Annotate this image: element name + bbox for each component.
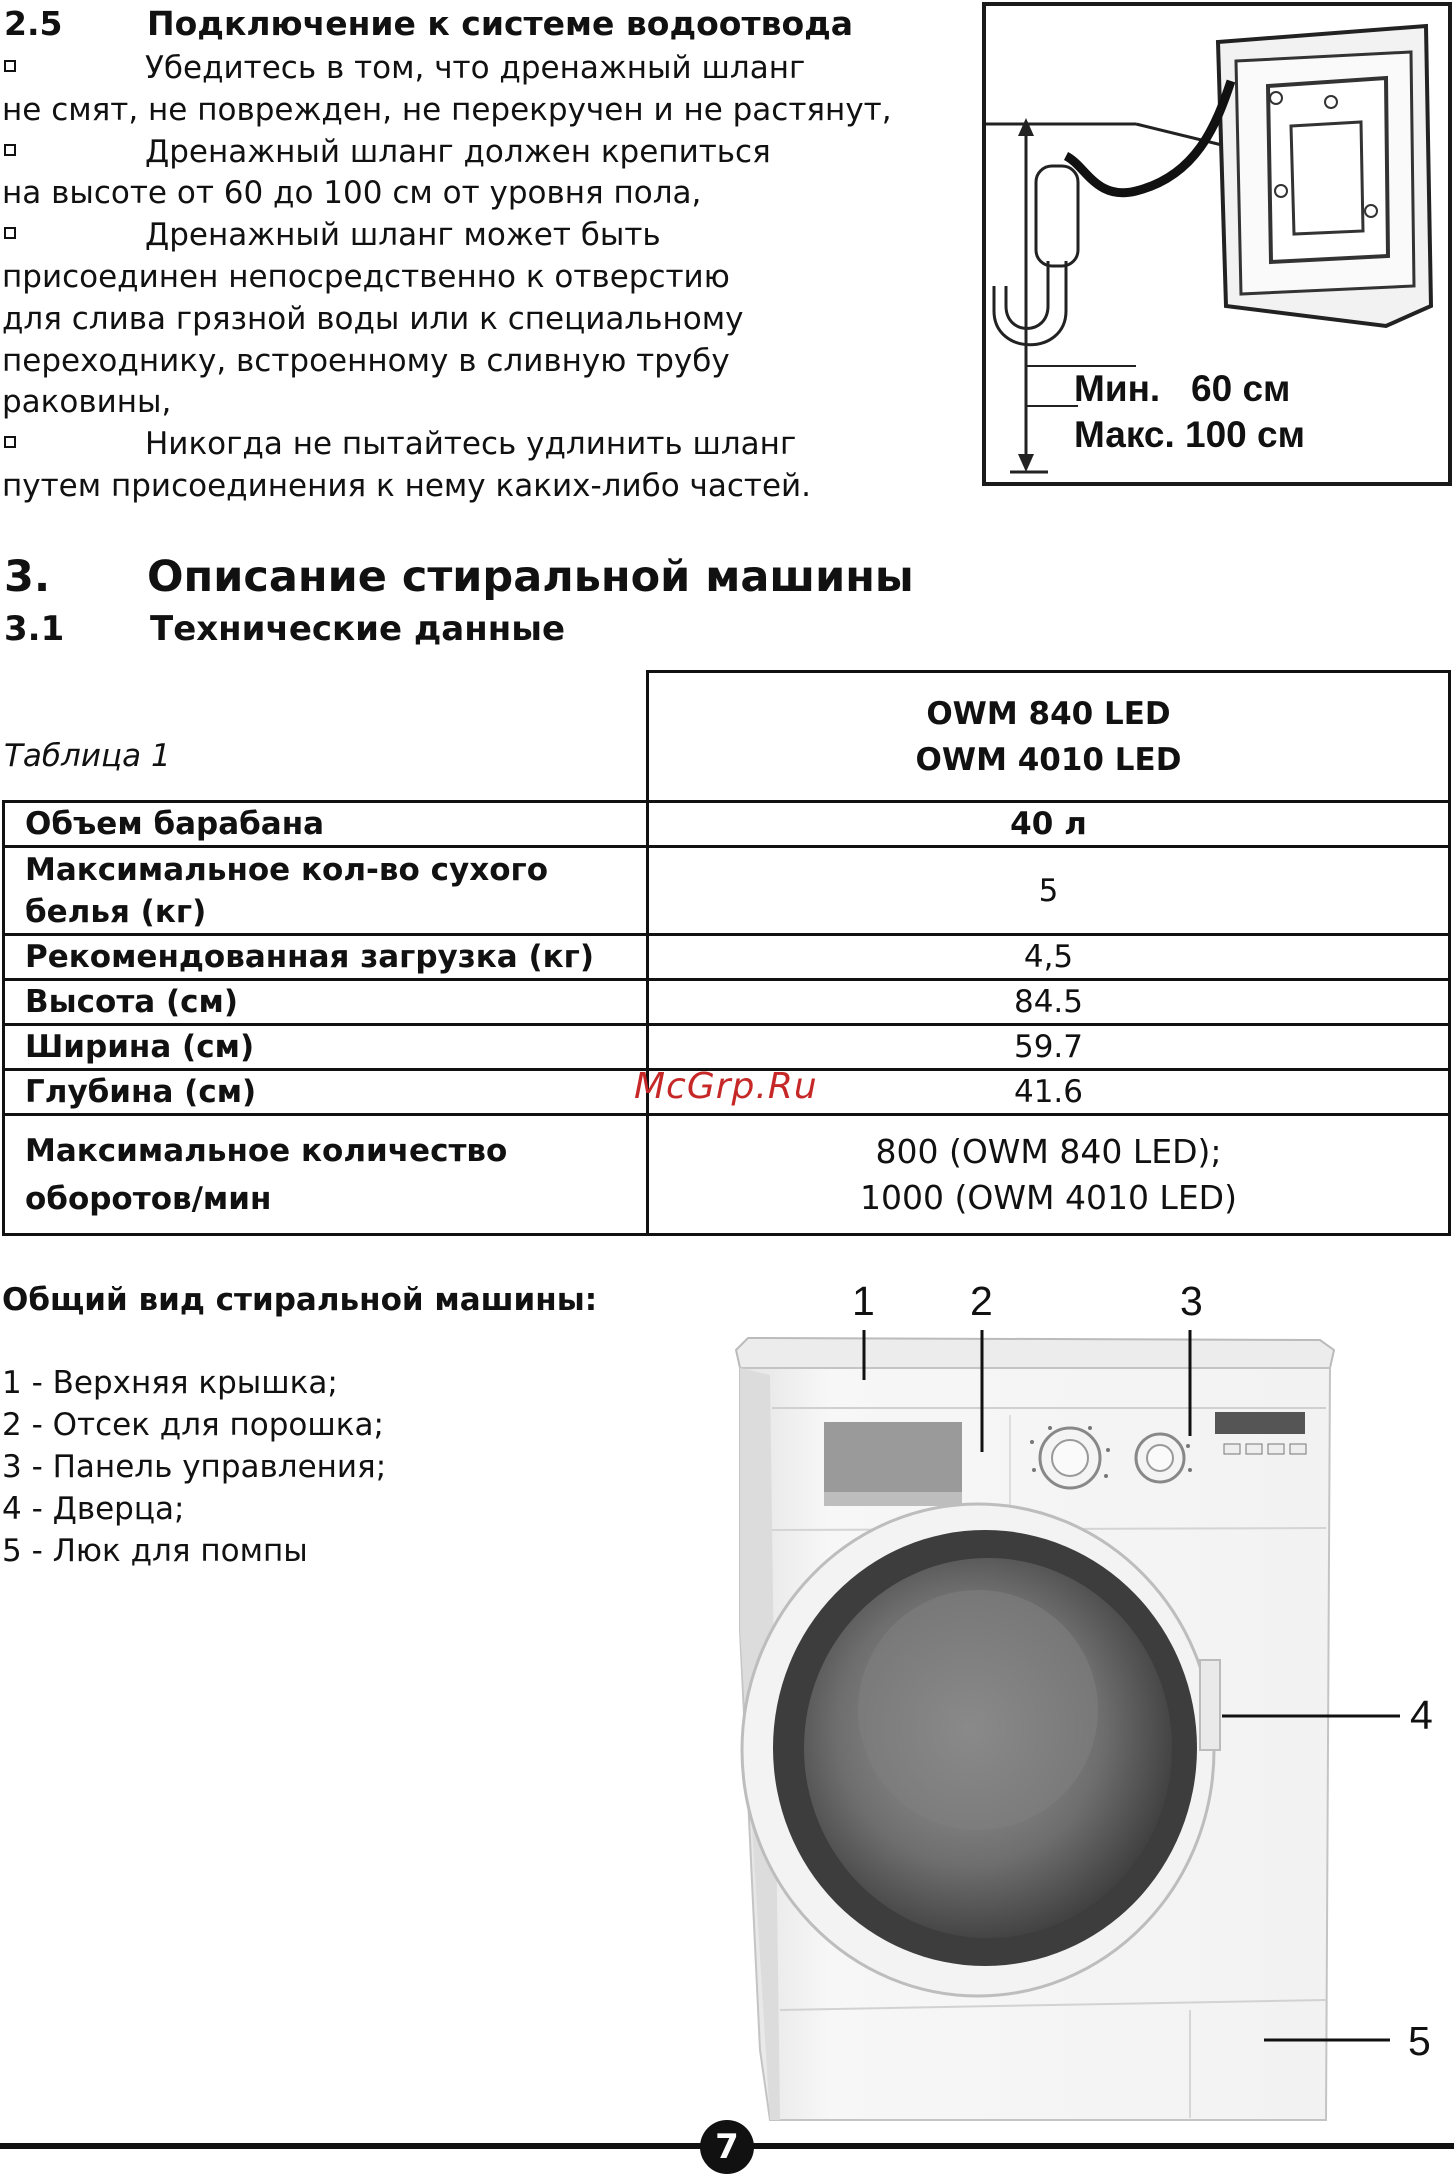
legend-item: 5 - Люк для помпы: [2, 1533, 308, 1569]
row-label: Максимальное кол-во сухого белья (кг): [4, 847, 648, 935]
table-row: [4, 802, 1450, 847]
specifications-table: [2, 670, 1451, 1236]
row-label: Ширина (см): [4, 1025, 648, 1070]
row-label: Рекомендованная загрузка (кг): [4, 935, 648, 980]
table-row: [4, 847, 1450, 935]
bullet-item: Убедитесь в том, что дренажный шланг: [2, 48, 932, 90]
row-value: 800 (OWM 840 LED); 1000 (OWM 4010 LED): [648, 1115, 1450, 1235]
square-bullet-icon: [4, 144, 16, 156]
table-row: [4, 980, 1450, 1025]
table-row: [4, 1115, 1450, 1235]
table-row: [4, 1025, 1450, 1070]
bullet-item: Дренажный шланг должен крепиться: [2, 132, 932, 174]
section-2-5-heading: [0, 4, 960, 44]
drain-hose-figure: [982, 2, 1452, 486]
table-header-row: [4, 672, 1450, 802]
row-value: 59.7: [648, 1025, 1450, 1070]
table-header-blank: [4, 672, 648, 802]
legend-item: 2 - Отсек для порошка;: [2, 1407, 384, 1443]
section-number: 3.: [4, 552, 51, 602]
callout-3: 3: [1180, 1278, 1203, 1324]
section-3-1-heading: [0, 608, 960, 650]
section-3-heading: [0, 552, 960, 602]
row-value: 4,5: [648, 935, 1450, 980]
parts-legend: [2, 1362, 386, 1572]
row-label: Максимальное количество оборотов/мин: [4, 1115, 648, 1235]
row-value: 41.6: [648, 1070, 1450, 1115]
bullet-item: Никогда не пытайтесь удлинить шланг: [2, 424, 932, 466]
square-bullet-icon: [4, 436, 16, 448]
square-bullet-icon: [4, 60, 16, 72]
row-value: 84.5: [648, 980, 1450, 1025]
section-title: Подключение к системе водоотвода: [147, 4, 854, 43]
model-names-header: OWM 840 LED OWM 4010 LED: [648, 672, 1450, 802]
subsection-number: 3.1: [4, 609, 65, 649]
square-bullet-icon: [4, 227, 16, 239]
general-view-title: Общий вид стиральной машины:: [2, 1282, 598, 1318]
row-label: Глубина (см): [4, 1070, 648, 1115]
section-title: Описание стиральной машины: [147, 552, 914, 602]
subsection-title: Технические данные: [150, 609, 566, 649]
washing-machine-illustration: [720, 1330, 1440, 2130]
table-row: [4, 935, 1450, 980]
legend-item: 3 - Панель управления;: [2, 1449, 387, 1485]
row-label: Объем барабана: [4, 802, 648, 847]
section-number: 2.5: [4, 4, 63, 43]
row-label: Высота (см): [4, 980, 648, 1025]
legend-item: 4 - Дверца;: [2, 1491, 185, 1527]
table-caption: Таблица 1: [4, 738, 171, 774]
callout-4: 4: [1410, 1692, 1433, 1738]
max-height-label: Макс. 100 см: [1074, 414, 1305, 455]
row-value: 5: [648, 847, 1450, 935]
row-value: 40 л: [648, 802, 1450, 847]
page-number: 7: [700, 2120, 754, 2174]
legend-item: 1 - Верхняя крышка;: [2, 1365, 338, 1401]
callout-5: 5: [1408, 2018, 1431, 2064]
callout-1: 1: [852, 1278, 875, 1324]
watermark[interactable]: McGrp.Ru: [634, 1066, 818, 1107]
min-height-label: Мин. 60 см: [1074, 368, 1291, 409]
bullet-item: Дренажный шланг может быть: [2, 215, 932, 257]
callout-2: 2: [970, 1278, 993, 1324]
drainage-instructions: Убедитесь в том, что дренажный шланг не смят, не поврежден, не перекручен и не растянут, Дренажный шланг должен крепиться на высоте от 60 до 100 см от уровня пола, Дренажный шланг может быть присоединен непосредственно к отверстию для слива грязной воды или к специальному переходнику, встроенному в сливную трубу раковины, Никогда не пытайтесь удлинить шланг путем присоединения к нему каких-либо частей.: [2, 48, 932, 508]
